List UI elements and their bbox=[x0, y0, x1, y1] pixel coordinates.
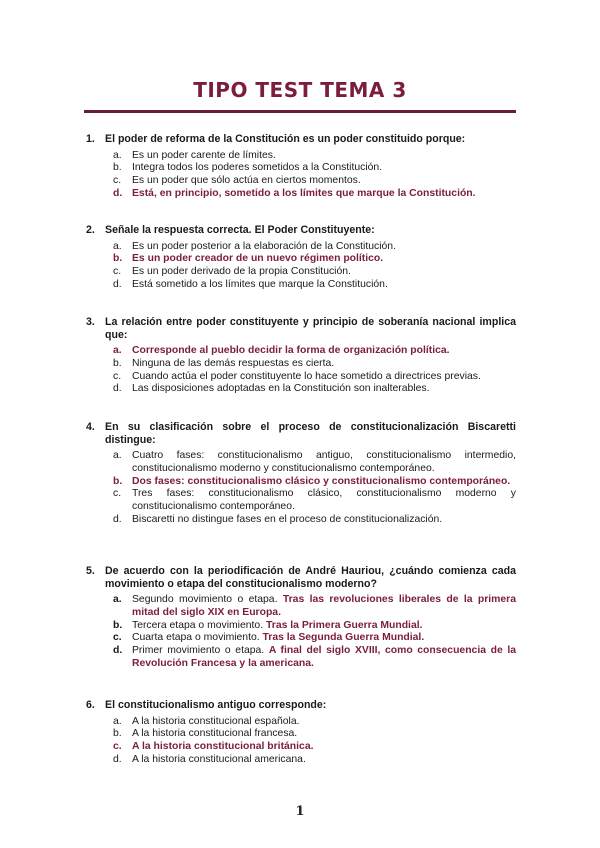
option-d: d. Las disposiciones adoptadas en la Constitución son inalterables. bbox=[113, 383, 430, 395]
option-b: b. Ninguna de las demás respuestas es cierta. bbox=[113, 357, 335, 369]
option-c: c. Cuarta etapa o movimiento. Tras la Segunda Guerra Mundial. bbox=[113, 632, 425, 644]
option-b: b. A la historia constitucional francesa. bbox=[113, 728, 298, 740]
question-6 bbox=[86, 699, 516, 766]
page-title: TIPO TEST TEMA 3 bbox=[193, 78, 407, 102]
question-5 bbox=[86, 565, 516, 670]
option-a: a. Cuatro fases: constitucionalismo antiguo, constitucionalismo intermedio, constitucionalismo moderno y constitucionalismo contemporáneo. bbox=[113, 450, 516, 474]
option-d: d. Primer movimiento o etapa. A final del siglo XVIII, como consecuencia de la Revolución Francesa y la americana. bbox=[113, 645, 517, 669]
question-2 bbox=[86, 224, 516, 291]
option-b-correct: b. Dos fases: constitucionalismo clásico y constitucionalismo contemporáneo. bbox=[113, 475, 511, 487]
question-number: 6. bbox=[86, 699, 95, 711]
option-c-correct: c. A la historia constitucional británica. bbox=[113, 741, 314, 752]
option-d-correct: d. Está, en principio, sometido a los límites que marque la Constitución. bbox=[113, 187, 476, 199]
question-4 bbox=[86, 421, 516, 526]
option-d: d. Está sometido a los límites que marque la Constitución. bbox=[113, 278, 388, 290]
question-number: 1. bbox=[86, 133, 95, 145]
question-text: El constitucionalismo antiguo corresponde: bbox=[105, 699, 327, 711]
question-number: 3. bbox=[86, 316, 95, 328]
question-text: De acuerdo con la periodificación de André Hauriou, ¿cuándo comienza cada movimiento o etapa del constitucionalismo moderno? bbox=[105, 565, 516, 590]
option-d: d. Biscaretti no distingue fases en el proceso de constitucionalización. bbox=[113, 513, 443, 525]
page-number: 1 bbox=[295, 804, 305, 819]
question-number: 5. bbox=[86, 565, 95, 577]
question-text: La relación entre poder constituyente y principio de soberanía nacional implica que: bbox=[105, 316, 516, 341]
question-1 bbox=[86, 133, 516, 200]
question-text: Señale la respuesta correcta. El Poder Constituyente: bbox=[105, 224, 375, 236]
question-number: 4. bbox=[86, 421, 95, 433]
option-c: c. Tres fases: constitucionalismo clásico, constitucionalismo moderno y constitucionalismo contemporáneo. bbox=[113, 488, 516, 512]
option-b-correct: b. Es un poder creador de un nuevo régimen político. bbox=[113, 253, 384, 265]
option-d: d. A la historia constitucional americana. bbox=[113, 753, 306, 765]
option-b: b. Integra todos los poderes sometidos a la Constitución. bbox=[113, 162, 383, 174]
answer-highlight: Tras la Primera Guerra Mundial. bbox=[266, 619, 423, 631]
option-a-correct: a. Corresponde al pueblo decidir la forma de organización política. bbox=[113, 345, 450, 357]
title-underline bbox=[84, 110, 516, 113]
option-a: a. Es un poder carente de límites. bbox=[113, 149, 276, 161]
answer-highlight: Tras las revoluciones liberales de la primera mitad del siglo XIX en Europa. bbox=[132, 594, 516, 618]
option-a: a. Segundo movimiento o etapa. Tras las revoluciones liberales de la primera mitad del siglo XIX en Europa. bbox=[113, 594, 516, 618]
question-text: En su clasificación sobre el proceso de constitucionalización Biscaretti distingue: bbox=[105, 421, 516, 446]
option-a: a. A la historia constitucional española. bbox=[113, 715, 300, 727]
option-c: c. Es un poder derivado de la propia Constitución. bbox=[113, 266, 351, 277]
question-text: El poder de reforma de la Constitución es un poder constituido porque: bbox=[105, 133, 466, 145]
answer-highlight: Tras la Segunda Guerra Mundial. bbox=[262, 632, 425, 644]
question-3 bbox=[86, 316, 516, 396]
question-number: 2. bbox=[86, 224, 95, 236]
option-b: b. Tercera etapa o movimiento. Tras la Primera Guerra Mundial. bbox=[113, 619, 423, 631]
option-a: a. Es un poder posterior a la elaboración de la Constitución. bbox=[113, 240, 396, 252]
answer-highlight: A final del siglo XVIII, como consecuencia de la Revolución Francesa y la americana. bbox=[132, 645, 517, 669]
option-c: c. Cuando actúa el poder constituyente lo hace sometido a directrices previas. bbox=[113, 370, 481, 382]
option-c: c. Es un poder que sólo actúa en ciertos momentos. bbox=[113, 175, 361, 186]
